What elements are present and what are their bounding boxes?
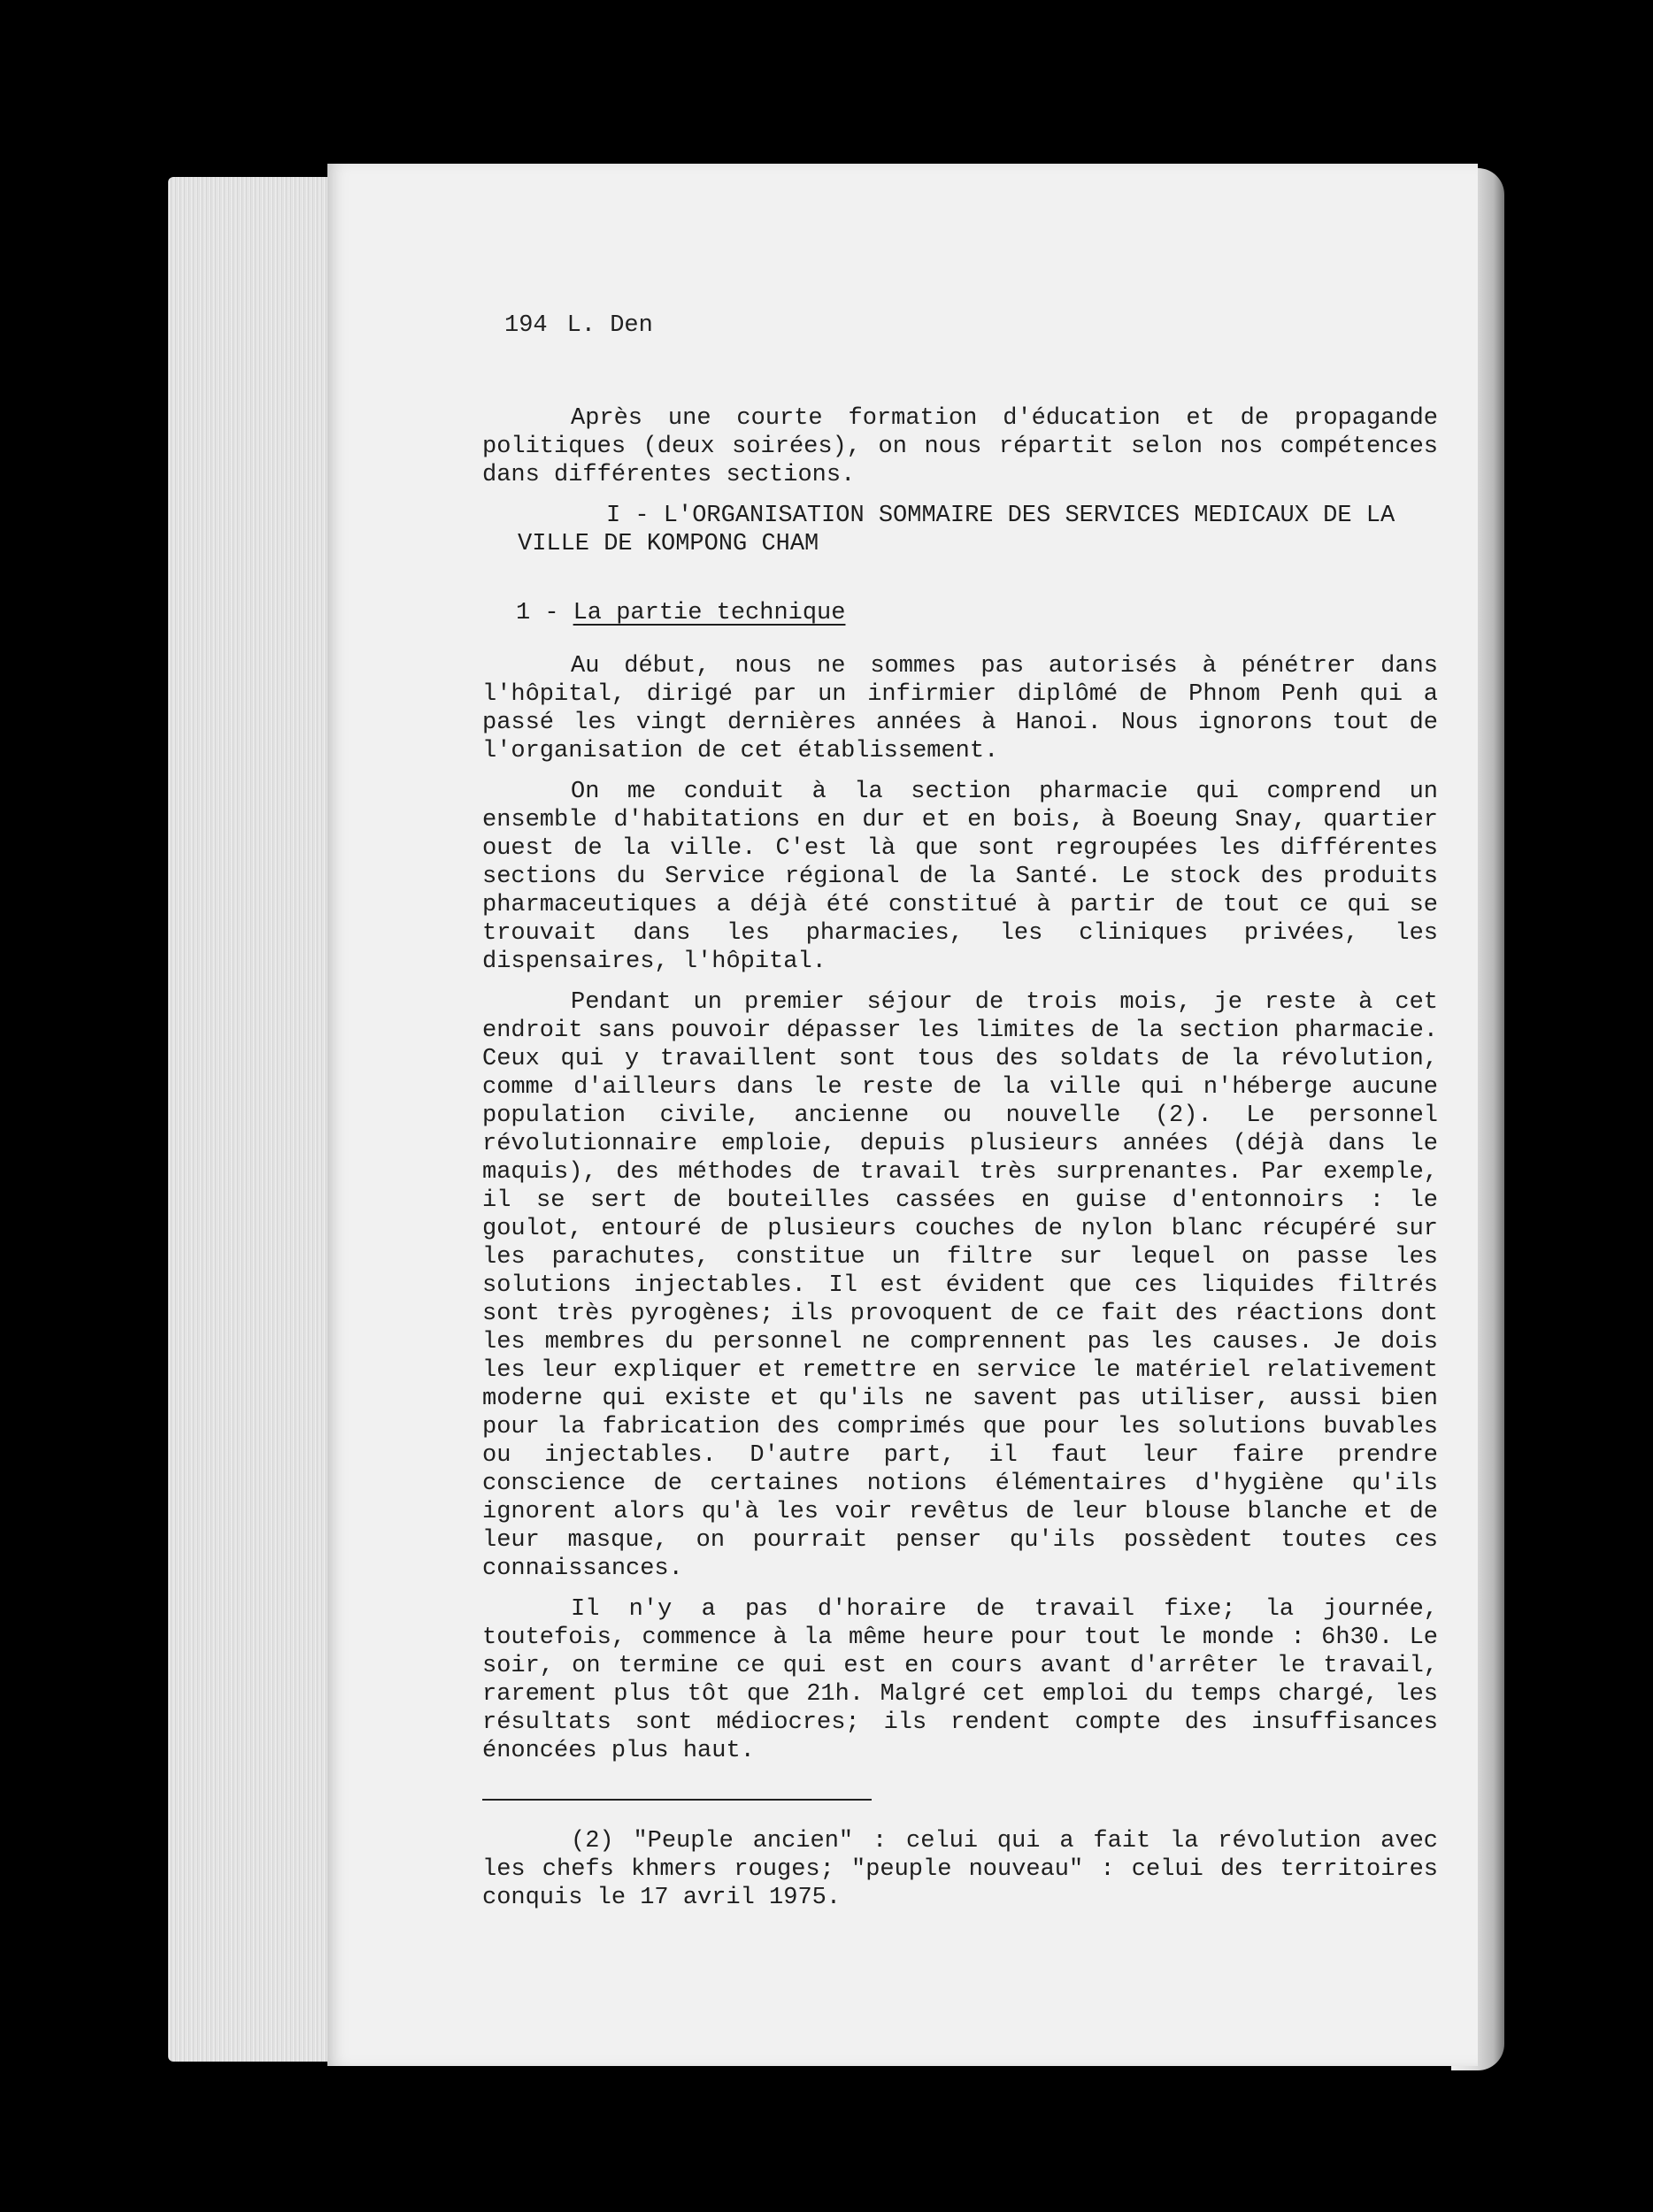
subheading <box>482 599 1438 627</box>
footnote-divider <box>482 1799 872 1801</box>
subheading-number: 1 - <box>516 600 559 626</box>
page-body <box>482 404 1438 1924</box>
paragraph: Au début, nous ne sommes pas autorisés à pénétrer dans l'hôpital, dirigé par un infirmier diplômé de Phnom Penh qui a passé les vingt dernières années à Hanoi. Nous ignorons tout de l'organisation de cet établissement. <box>482 653 1438 764</box>
intro-paragraph: Après une courte formation d'éducation et de propagande politiques (deux soirées), on nous répartit selon nos compétences dans différentes sections. <box>482 405 1438 488</box>
running-header <box>504 312 673 339</box>
section-heading: I - L'ORGANISATION SOMMAIRE DES SERVICES MEDICAUX DE LA VILLE DE KOMPONG CHAM <box>518 503 1395 557</box>
subheading-title: La partie technique <box>573 600 846 626</box>
footnote: (2) "Peuple ancien" : celui qui a fait la révolution avec les chefs khmers rouges; "peuple nouveau" : celui des territoires conquis le 17 avril 1975. <box>482 1828 1438 1911</box>
book-page <box>327 164 1478 2066</box>
book-page-edges <box>168 177 336 2062</box>
paragraph: On me conduit à la section pharmacie qui comprend un ensemble d'habitations en dur et en bois, à Boeung Snay, quartier ouest de la ville. C'est là que sont regroupées les différentes sections du Service régional de la Santé. Le stock des produits pharmaceutiques a déjà été constitué à partir de tout ce qui se trouvait dans les pharmacies, les cliniques privées, les dispensaires, l'hôpital. <box>482 779 1438 975</box>
paragraph: Il n'y a pas d'horaire de travail fixe; la journée, toutefois, commence à la même heure pour tout le monde : 6h30. Le soir, on termine ce qui est en cours avant d'arrêter le travail, rarement plus tôt que 21h. Malgré cet emploi du temps chargé, les résultats sont médiocres; ils rendent compte des insuffisances énoncées plus haut. <box>482 1596 1438 1764</box>
author-name: L. Den <box>566 312 653 339</box>
paragraph: Pendant un premier séjour de trois mois, je reste à cet endroit sans pouvoir dépasser les limites de la section pharmacie. Ceux qui y travaillent sont tous des soldats de la révolution, comme d'ailleurs dans le reste de la ville qui n'héberge aucune population civile, ancienne ou nouvelle (2). Le personnel révolutionnaire emploie, depuis plusieurs années (déjà dans le maquis), des méthodes de travail très surprenantes. Par exemple, il se sert de bouteilles cassées en guise d'entonnoirs : le goulot, entouré de plusieurs couches de nylon blanc récupéré sur les parachutes, constitue un filtre sur lequel on passe les solutions injectables. Il est évident que ces liquides filtrés sont très pyrogènes; ils provoquent de ce fait des réactions dont les membres du personnel ne comprennent pas les causes. Je dois les leur expliquer et remettre en service le matériel relativement moderne qui existe et qu'ils ne savent pas utiliser, aussi bien pour la fabrication des comprimés que pour les solutions buvables ou injectables. D'autre part, il faut leur faire prendre conscience de certaines notions élémentaires d'hygiène qu'ils ignorent alors qu'à les voir revêtus de leur blouse blanche et de leur masque, on pourrait penser qu'ils possèdent toutes ces connaissances. <box>482 989 1438 1582</box>
page-number: 194 <box>504 312 548 339</box>
